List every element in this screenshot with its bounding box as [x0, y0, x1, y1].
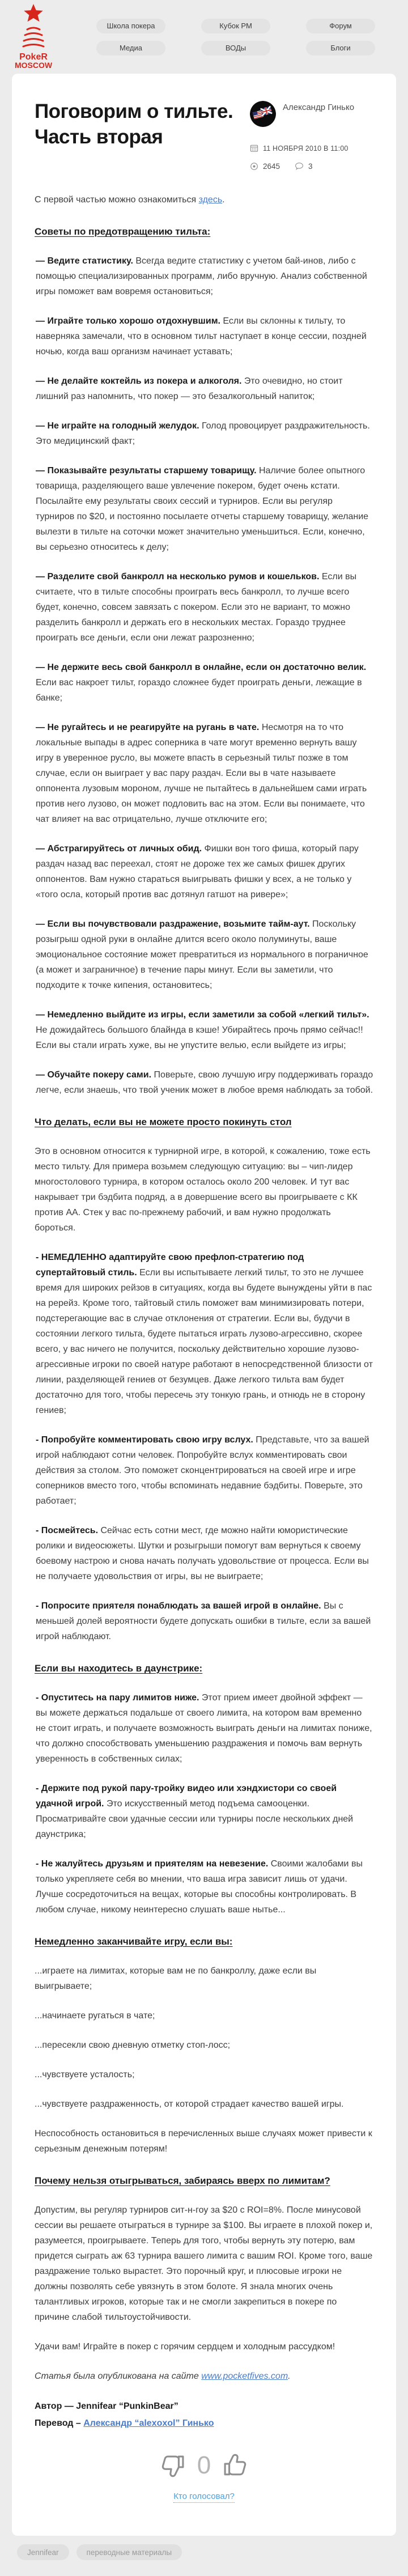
tip-paragraph [35, 720, 373, 827]
vote-count: 0 [197, 2451, 211, 2479]
page-title [35, 99, 250, 171]
title-line-2: Часть вторая [35, 126, 163, 148]
publish-date: 11 НОЯБРЯ 2010 В 11:00 [263, 144, 348, 152]
logo-text-line2: MOSCOW [14, 61, 53, 70]
views-count: 2645 [263, 162, 280, 171]
tip-text: Поскольку розыгрыш одной руки в онлайне длится всего около полуминуты, ваше эмоциональное состояние может превратиться из нормального в пограничное (а может и заграничное) в течение пары минут. Если вы заметили, что подходите к точке кипения, остановитесь; [36, 919, 368, 990]
tip-text: Голод провоцирует раздражительность. Это медицинский факт; [36, 421, 370, 446]
intro-paragraph [35, 192, 373, 207]
credits [35, 2398, 373, 2432]
section-heading-prevention: Советы по предотвращению тильта: [35, 226, 211, 237]
credits-author-line: Автор — Jennifear “PunkinBear” [35, 2401, 178, 2411]
comments-count[interactable]: 3 [308, 162, 313, 171]
tip-lead: - НЕМЕДЛЕННО адаптируйте свою префлоп-стратегию под супертайтовый стиль. [36, 1253, 304, 1278]
tip-text: Всегда ведите статистику с учетом бай-инов, либо с помощью специализированных программ, либо вручную. Анализ собственной игры поможет вам вовремя остановиться; [36, 256, 367, 296]
article-head [35, 99, 373, 171]
tip-lead: — Разделите свой банкролл на несколько румов и кошельков. [36, 572, 320, 582]
tip-paragraph [35, 1856, 373, 1917]
tip-lead: — Не ругайтесь и не реагируйте на ругань в чате. [36, 723, 260, 732]
logo-arcs [23, 28, 44, 46]
tip-lead: — Не делайте коктейль из покера и алкоголя. [36, 376, 242, 386]
avatar-flags-icon [250, 101, 276, 127]
source-text-after: . [288, 2371, 291, 2381]
comments-icon [295, 162, 304, 171]
tip-lead: — Не держите весь свой банкролл в онлайне, если он достаточно велик. [36, 663, 367, 672]
tag-jennifear[interactable]: Jennifear [17, 2544, 69, 2560]
nav-item-blogs[interactable]: Блоги [306, 41, 375, 56]
source-text-before: Статья была опубликована на сайте [35, 2371, 202, 2381]
tip-lead: — Обучайте покеру сами. [36, 1070, 152, 1080]
section-heading-quit-now: Немедленно заканчивайте игру, если вы: [35, 1936, 233, 1947]
tip-lead: — Абстрагируйтесь от личных обид. [36, 844, 202, 854]
section-paragraph: Это в основном относится к турнирной игре, в которой, к сожалению, тоже есть место тильту. Для примера возьмем следующую ситуацию: вы – чип-лидер многостолового турнира, в котором осталось около 200 человек. И тут вас накрывает три бэдбита подряд, а в довершение всего вы проигрываете с КК против АА. Стек у вас по-прежнему рабочий, и вам нужно продолжать бороться. [35, 1147, 371, 1233]
tip-paragraph [35, 1690, 373, 1767]
tip-lead: — Показывайте результаты старшему товарищу. [36, 466, 257, 476]
tip-lead: — Немедленно выйдите из игры, если заметили за собой «легкий тильт». [36, 1010, 369, 1020]
farewell-paragraph: Удачи вам! Играйте в покер с горячим сердцем и холодным рассудком! [35, 2342, 335, 2352]
vote-row [159, 2451, 249, 2480]
nav-item-vods[interactable]: ВОДы [201, 41, 270, 56]
intro-text-before: С первой частью можно ознакомиться [35, 195, 199, 205]
tip-text: Вы с меньшей долей вероятности будете допускать ошибки в тильте, если за вашей игрой наблюдают. [36, 1601, 371, 1641]
tip-paragraph [35, 1432, 373, 1509]
tip-lead: - Не жалуйтесь друзьям и приятелям на невезение. [36, 1859, 269, 1869]
intro-text-after: . [222, 195, 225, 205]
tip-text: Это искусственный метод подъема самооценки. Просматривайте свои удачные сессии или турниры после нескольких дней даунстрика; [36, 1799, 354, 1839]
credits-translation-line [35, 2418, 214, 2428]
tip-paragraph [35, 1523, 373, 1584]
thumb-down-icon[interactable] [159, 2451, 187, 2480]
tip-paragraph [35, 569, 373, 646]
site-logo[interactable] [11, 3, 56, 70]
tip-paragraph [35, 1781, 373, 1842]
tip-text: Если вы склонны к тильту, то наверняка замечали, что в основном тильт наступает в конце сессии, поздней ночью, когда ваш организм начинает уставать; [36, 316, 367, 357]
tip-lead: — Не играйте на голодный желудок. [36, 421, 199, 431]
nav-item-cup[interactable]: Кубок РМ [201, 19, 270, 33]
tip-lead: - Попросите приятеля понаблюдать за вашей игрой в онлайне. [36, 1601, 321, 1611]
tag-translated-materials[interactable]: переводные материалы [76, 2544, 182, 2560]
calendar-icon [250, 144, 258, 152]
title-line-1: Поговорим о тильте. [35, 100, 233, 122]
list-item: ...начинаете ругаться в чате; [35, 2011, 155, 2021]
poker-moscow-logo-icon [11, 3, 56, 70]
list-item: ...чувствуете раздраженность, от которой страдает качество вашей игры. [35, 2099, 344, 2109]
section-heading-chasing: Почему нельзя отыгрываться, забираясь вверх по лимитам? [35, 2175, 330, 2186]
translator-link[interactable]: Александр “alexoxol” Гинько [83, 2418, 214, 2428]
source-paragraph [35, 2369, 373, 2384]
list-item: ...пересекли свою дневную отметку стоп-лосс; [35, 2040, 231, 2050]
tip-text: Если вас накроет тильт, гораздо сложнее будет проиграть деньги, лежащие в банке; [36, 678, 362, 703]
tip-text: Если вы испытываете легкий тильт, то это не лучшее время для широких рейзов в ситуациях, когда вы будете вынуждены уйти в пас на ререйз. Кроме того, тайтовый стиль поможет вам минимизировать потери, подстерегающие вас в случае отклонения от стратегии. Если вы, будучи в состоянии легкого тильта, будете пытаться играть лузово-агрессивно, скорее всего, у вас ничего не получится, поскольку действительно хорошие лузово-агрессивные игроки по своей натуре работают в непосредственной близости от линии, разделяющей гениев от безумцев. Даже легкого тильта вам будет достаточно для того, чтобы пересечь эту тонкую грань, и отнюдь не в сторону гениев; [36, 1268, 373, 1415]
tip-lead: - Посмейтесь. [36, 1526, 99, 1535]
tip-paragraph [35, 418, 373, 449]
tip-text: Этот прием имеет двойной эффект — вы можете держаться подальше от своего лимита, на котором вам временно не стоит играть, и получаете возможность выиграть деньги на лимитах пониже, что должно способствовать уменьшению раздражения и помочь вам вернуть уверенность в собственных силах; [36, 1693, 372, 1764]
list-item: ...играете на лимитах, которые вам не по банкроллу, даже если вы выигрываете; [35, 1966, 317, 1991]
tip-text: Поверьте, свою лучшую игру поддерживать гораздо легче, если знаешь, что твой ученик может в любое время наблюдать за тобой. [36, 1070, 373, 1095]
tip-paragraph [35, 313, 373, 359]
article-stats-row [250, 162, 373, 171]
translation-label: Перевод – [35, 2418, 84, 2428]
tip-text: Представьте, что за вашей игрой наблюдают сотни человек. Попробуйте вслух комментировать свои действия за столом. Это поможет сконцентрироваться на своей игре и игре соперников вместо того, чтобы вспоминать недавние бэдбиты. Поверьте, это работает; [36, 1435, 369, 1506]
who-voted-link[interactable]: Кто голосовал? [173, 2492, 235, 2503]
author-name[interactable]: Александр Гинько [283, 103, 355, 112]
tip-paragraph [35, 1250, 373, 1418]
site-header [0, 0, 408, 74]
tip-text: Фишки вон того фиша, который пару раздач назад вас переехал, стоят не дороже тех же самых фишек других оппонентов. Вам нужно стараться выигрывать фишки у всех, а не только у «того осла, который против вас дотянул гатшот на ривере»; [36, 844, 359, 899]
article-meta [250, 99, 373, 171]
tip-text: Несмотря на то что локальные выпады в адрес соперника в чате могут временно вернуть вашу игру в уверенное русло, вы можете впасть в серьезный тильт позже в том случае, если он выиграет у вас пару раздач. Если вы в чате называете оппонента лузовым мороном, лучше не пытайтесь в дальнейшем сами играть против него лузово, он может подловить вас на этом. Если вы понимаете, что чат влияет на вас отрицательно, лучше отключите его; [36, 723, 367, 824]
author-row [250, 101, 373, 127]
tip-text: Сейчас есть сотни мест, где можно найти юмористические ролики и видеосюжеты. Шутки и розыгрыши помогут вам вернуться к своему боевому настрою и снова начать получать удовольствие от процесса. Если вы не получаете удовольствия от игры, вы не выиграете; [36, 1526, 369, 1581]
tip-paragraph [35, 1067, 373, 1098]
views-icon [250, 162, 258, 171]
tip-paragraph [35, 374, 373, 404]
tip-paragraph [35, 1598, 373, 1644]
nav-item-forum[interactable]: Форум [306, 19, 375, 33]
tip-lead: — Если вы почувствовали раздражение, возьмите тайм-аут. [36, 919, 310, 929]
vote-block [35, 2451, 373, 2503]
tip-lead: — Играйте только хорошо отдохнувшим. [36, 316, 220, 326]
publish-date-row [250, 144, 373, 152]
tip-paragraph [35, 660, 373, 706]
tip-paragraph [35, 463, 373, 555]
closing-paragraph: Неспособность остановиться в перечисленных выше случаях может привести к серьезным денежным потерям! [35, 2129, 372, 2154]
logo-text-line1: PokeR [19, 52, 48, 62]
tip-paragraph [35, 253, 373, 299]
pocketfives-link[interactable]: www.pocketfives.com [201, 2371, 288, 2381]
tip-paragraph [35, 841, 373, 902]
thumb-up-icon[interactable] [221, 2451, 249, 2480]
list-item: ...чувствуете усталость; [35, 2070, 135, 2080]
tip-lead: - Держите под рукой пару-тройку видео или хэндхистори со своей удачной игрой. [36, 1784, 337, 1809]
tip-lead: - Опуститесь на пару лимитов ниже. [36, 1693, 199, 1703]
tip-text: Если вы считаете, что в тильте способны проиграть весь банкролл, то лучше всего будет, конечно, совсем завязать с покером. Если это не вариант, то можно разделить банкролл и держать его в нескольких местах. Гораздо труднее проиграть все деньги, если они лежат разрозненно; [36, 572, 357, 643]
article-card [12, 74, 396, 2536]
article-content [35, 192, 373, 2503]
nav-item-media[interactable]: Медиа [96, 41, 165, 56]
tip-lead: - Попробуйте комментировать свою игру вслух. [36, 1435, 253, 1445]
section-heading-downswing: Если вы находитесь в даунстрике: [35, 1663, 203, 1674]
tag-list [17, 2544, 408, 2560]
avatar[interactable] [250, 101, 276, 127]
tip-text: Наличие более опытного товарища, разделяющего ваше увлечение покером, будет очень кстати. Посылайте ему результаты своих сессий и турниров. Если вы регуляр турниров по $20, и постоянно посылаете отчеты старшему товарищу, желание вылезти в тильте на соточки может значительно уменьшиться. Если, конечно, вы серьезно относитесь к делу; [36, 466, 369, 552]
tip-lead: — Ведите статистику. [36, 256, 133, 266]
section-paragraph: Допустим, вы регуляр турниров сит-н-гоу за $20 с ROI=8%. После минусовой сессии вы решаете отыграться в турнире за $100. Вы играете в плохой покер и, разумеется, проигрываете. Теперь для того, чтобы вернуть эту потерю, вам придется сыграть аж 63 турнира вашего лимита с вашим ROI. Кроме того, ваше раздражение только вырастет. Это порочный круг, и плюсовые игроки не должны позволять себе увязнуть в этом болоте. Я знала многих очень талантливых игроков, которые так и не смогли закрепиться в покере по причине слабой тильтоустойчивости. [35, 2205, 373, 2322]
section-heading-cant-leave: Что делать, если вы не можете просто покинуть стол [35, 1117, 292, 1127]
star-icon [24, 4, 43, 22]
tip-text: Не дожидайтесь большого блайнда в кэше! Убирайтесь прочь прямо сейчас!! Если вы стали играть хуже, вы не упустите велью, если выйдете из игры; [36, 1025, 363, 1050]
tip-paragraph [35, 916, 373, 993]
tip-text: Своими жалобами вы только укрепляете себя во мнении, что ваша игра зависит лишь от удачи. Лучше сосредоточиться на вещах, которые вы способны контролировать. В любом случае, никому неинтересно слушать ваше нытье... [36, 1859, 363, 1915]
nav-item-school[interactable]: Школа покера [96, 19, 165, 33]
part-one-link[interactable]: здесь [198, 195, 223, 205]
tip-text: Это очевидно, но стоит лишний раз напомнить, что покер — это безалкогольный напиток; [36, 376, 343, 401]
tip-paragraph [35, 1007, 373, 1053]
main-nav [96, 19, 375, 56]
